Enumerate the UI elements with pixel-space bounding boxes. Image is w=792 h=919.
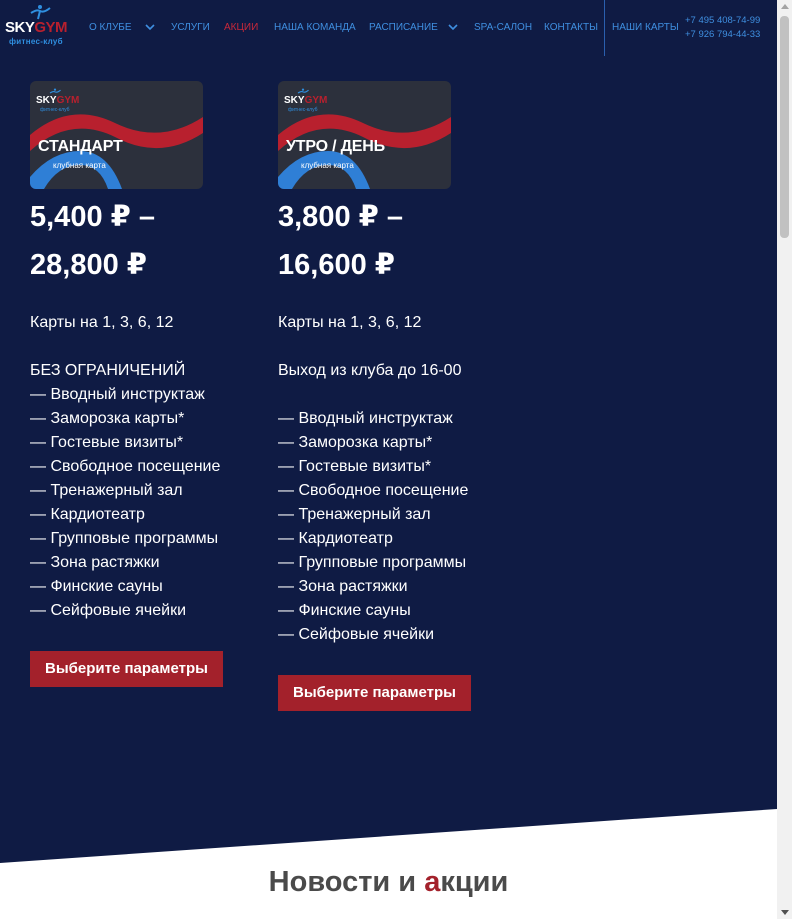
site-header	[0, 0, 777, 56]
news-heading-accent: а	[424, 866, 441, 898]
card-title: УТРО / ДЕНЬ	[286, 138, 385, 155]
logo-wordmark: SKYGYM	[5, 19, 68, 36]
feature-line: — Вводный инструктаж	[278, 410, 453, 427]
feature-line: — Гостевые визиты*	[278, 458, 432, 475]
logo-subtitle: фитнес-клуб	[9, 37, 63, 46]
phone-numbers	[685, 14, 760, 42]
card-kind: клубная карта	[301, 161, 354, 170]
scrollbar-thumb[interactable]	[780, 16, 789, 238]
membership-card-image[interactable]	[278, 81, 451, 189]
terms: Карты на 1, 3, 6, 12	[278, 314, 422, 331]
price	[278, 193, 508, 289]
feature-line: — Заморозка карты*	[30, 410, 185, 427]
nav-item-services[interactable]: УСЛУГИ	[171, 22, 210, 33]
chevron-down-icon[interactable]	[145, 23, 155, 34]
nav-item-team[interactable]: НАША КОМАНДА	[274, 22, 356, 33]
feature-line: — Тренажерный зал	[278, 506, 431, 523]
price-line-2: 28,800 ₽	[30, 249, 147, 281]
nav-divider	[604, 0, 605, 56]
price	[30, 193, 260, 289]
page-scrollbar[interactable]	[777, 0, 792, 919]
choose-parameters-button[interactable]: Выберите параметры	[278, 675, 471, 711]
nav-item-about[interactable]: О КЛУБЕ	[89, 22, 132, 33]
feature-line: — Групповые программы	[30, 530, 219, 547]
nav-item-promotions[interactable]: АКЦИИ	[224, 22, 259, 33]
feature-line: Выход из клуба до 16-00	[278, 362, 462, 379]
membership-description	[30, 311, 260, 623]
terms: Карты на 1, 3, 6, 12	[30, 314, 174, 331]
news-heading-part1: Новости и	[268, 866, 425, 898]
card-kind: клубная карта	[53, 161, 106, 170]
feature-line: — Свободное посещение	[30, 458, 221, 475]
choose-parameters-button[interactable]: Выберите параметры	[30, 651, 223, 687]
membership-description	[278, 311, 508, 647]
feature-line	[30, 335, 260, 359]
nav-item-contacts[interactable]: КОНТАКТЫ	[544, 22, 598, 33]
news-heading	[0, 866, 777, 899]
nav-item-our-cards[interactable]: НАШИ КАРТЫ	[612, 22, 679, 33]
feature-line: — Финские сауны	[30, 578, 163, 595]
nav-item-schedule[interactable]: РАСПИСАНИЕ	[369, 22, 438, 33]
feature-line: — Кардиотеатр	[278, 530, 393, 547]
news-heading-part2: кции	[440, 866, 509, 898]
price-line-2: 16,600 ₽	[278, 249, 395, 281]
feature-line: — Гостевые визиты*	[30, 434, 184, 451]
feature-line: — Зона растяжки	[278, 578, 408, 595]
feature-line: — Групповые программы	[278, 554, 467, 571]
chevron-down-icon[interactable]	[448, 23, 458, 34]
phone-2[interactable]: +7 926 794-44-33	[685, 29, 761, 40]
scroll-down-arrow-icon[interactable]	[781, 910, 789, 915]
card-logo: SKYGYM	[36, 95, 80, 106]
price-line-1: 5,400 ₽ –	[30, 201, 155, 233]
site-logo[interactable]	[3, 4, 73, 48]
scroll-up-arrow-icon[interactable]	[781, 4, 789, 9]
card-logo-subtitle: фитнес-клуб	[288, 107, 318, 113]
card-title: СТАНДАРТ	[38, 138, 123, 155]
membership-card-image[interactable]	[30, 81, 203, 189]
nav-item-spa[interactable]: SPA-САЛОН	[474, 22, 533, 33]
feature-line: БЕЗ ОГРАНИЧЕНИЙ	[30, 362, 186, 379]
feature-line	[278, 383, 508, 407]
feature-line: — Вводный инструктаж	[30, 386, 205, 403]
phone-1[interactable]: +7 495 408-74-99	[685, 15, 761, 26]
membership-standard	[30, 81, 260, 687]
feature-line: — Заморозка карты*	[278, 434, 433, 451]
feature-line: — Свободное посещение	[278, 482, 469, 499]
feature-line: — Кардиотеатр	[30, 506, 145, 523]
price-line-1: 3,800 ₽ –	[278, 201, 403, 233]
feature-line: — Сейфовые ячейки	[278, 626, 435, 643]
membership-morning-day	[278, 81, 508, 711]
feature-line: — Тренажерный зал	[30, 482, 183, 499]
feature-line: — Сейфовые ячейки	[30, 602, 187, 619]
card-logo: SKYGYM	[284, 95, 328, 106]
card-logo-subtitle: фитнес-клуб	[40, 107, 70, 113]
feature-line	[278, 335, 508, 359]
feature-line: — Финские сауны	[278, 602, 411, 619]
feature-line: — Зона растяжки	[30, 554, 160, 571]
